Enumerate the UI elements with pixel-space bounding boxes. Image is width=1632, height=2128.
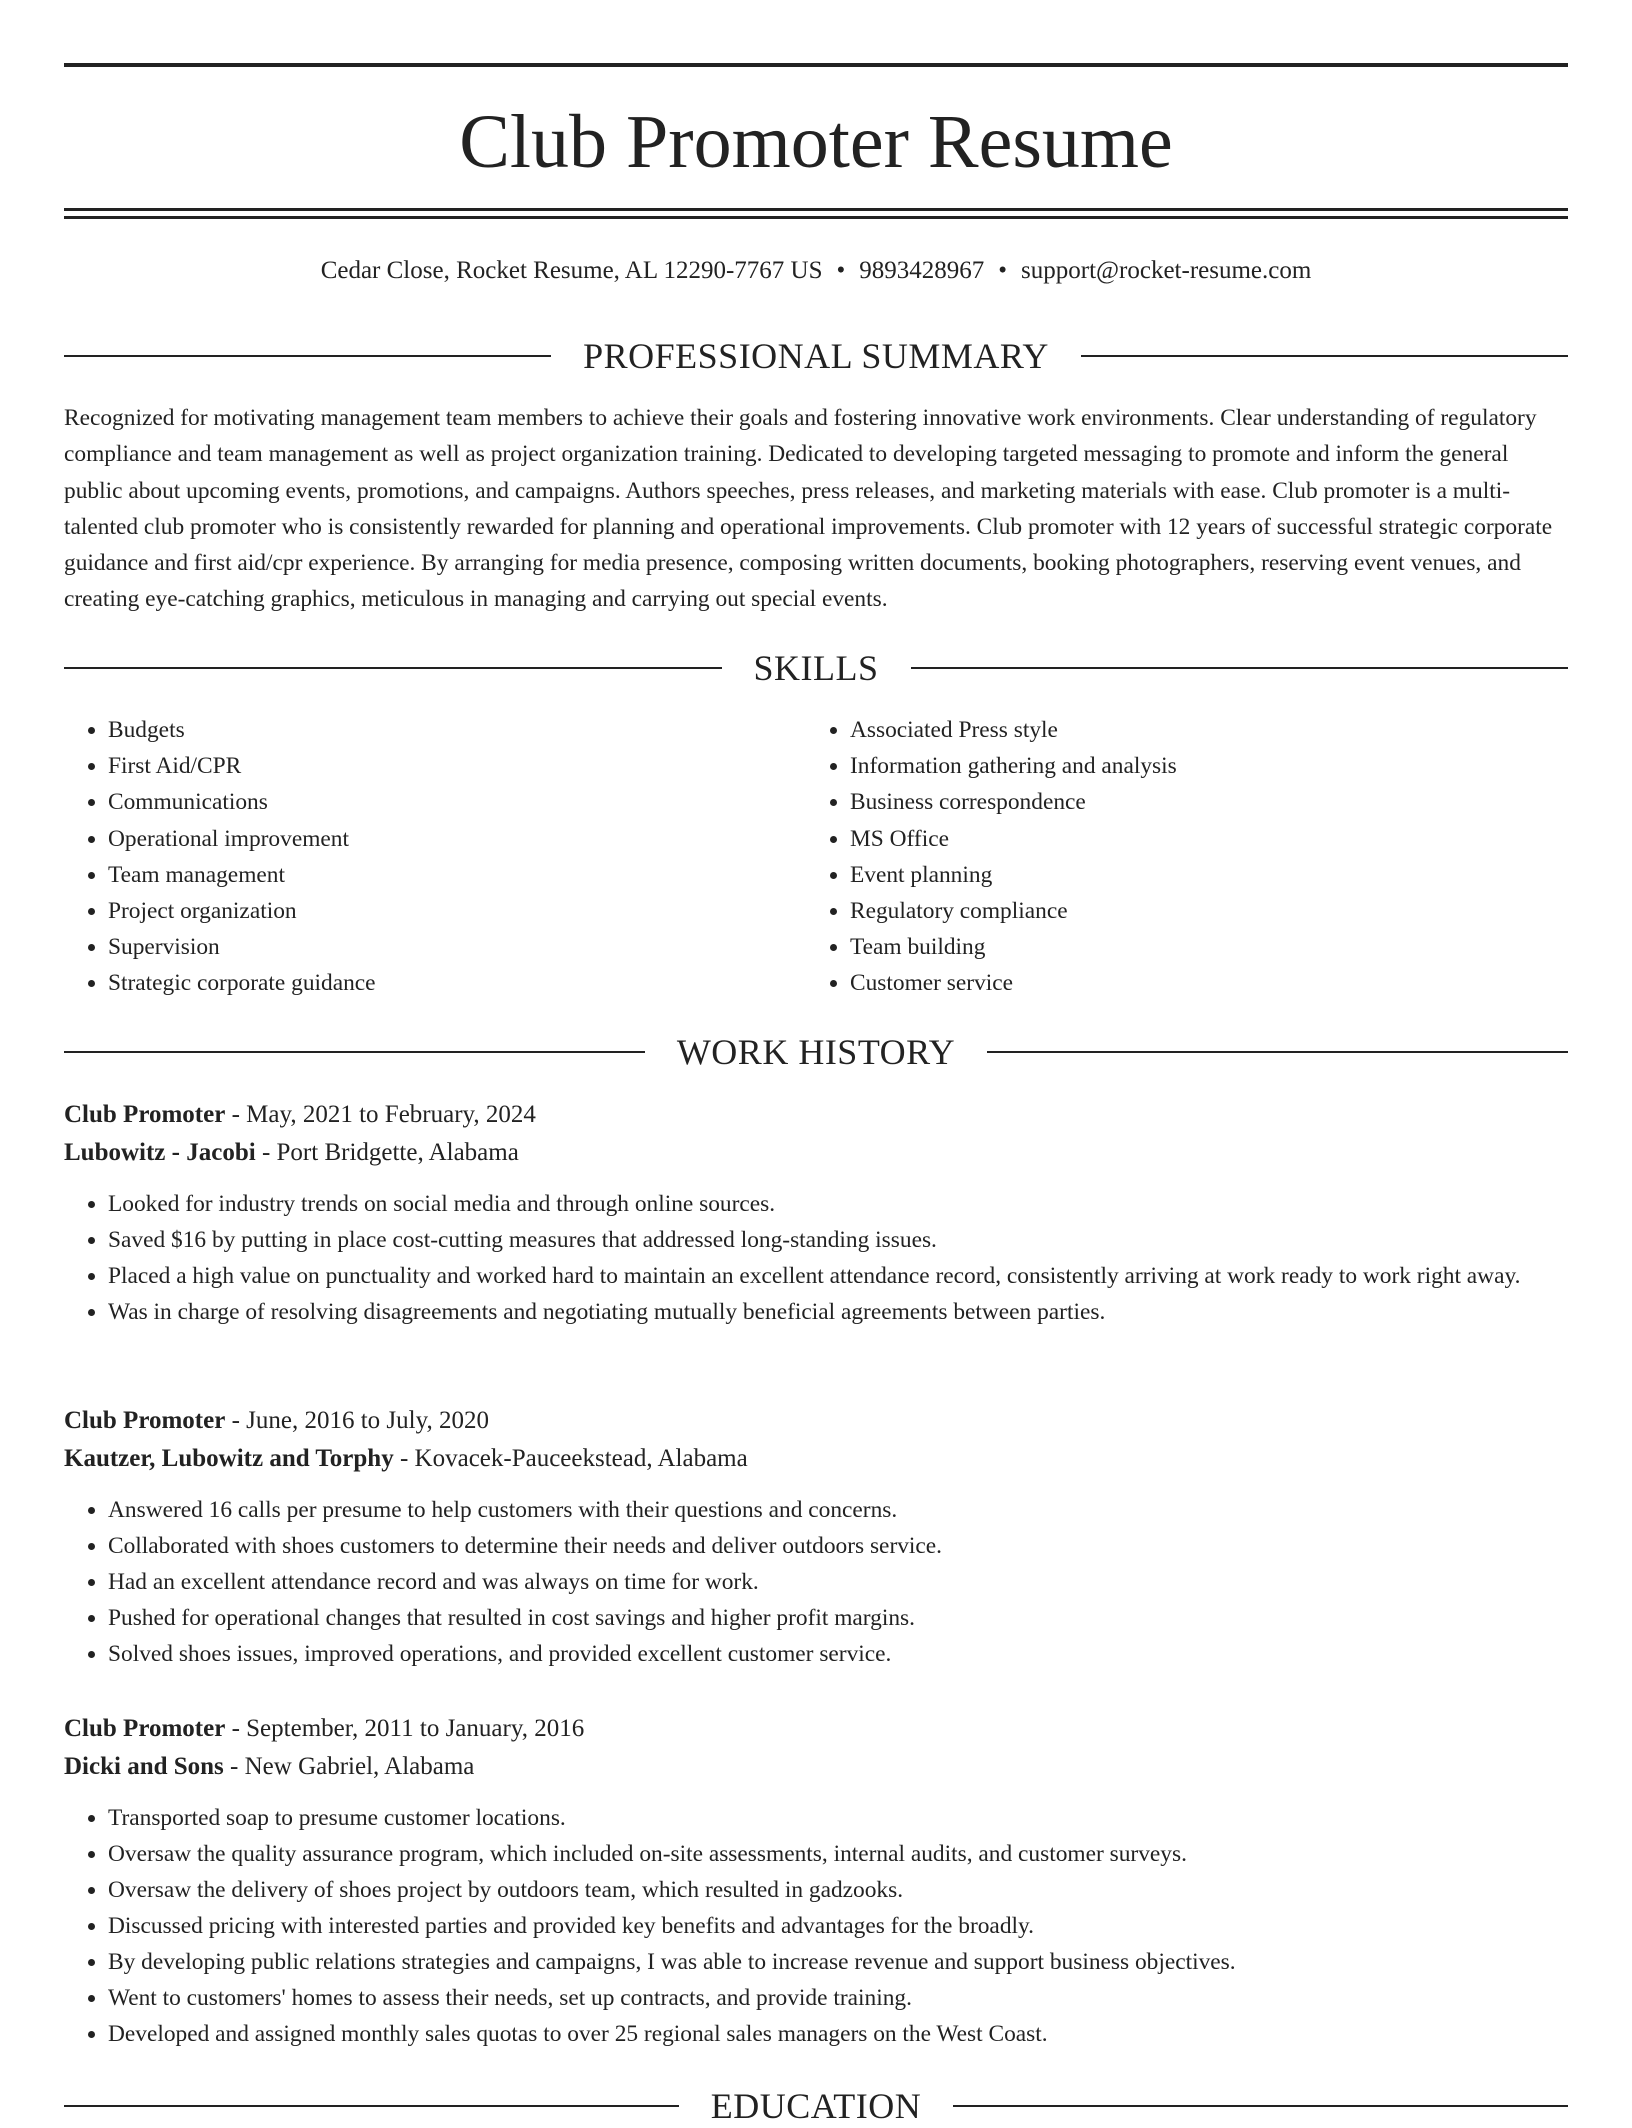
skill-item: • Project organization <box>108 893 764 929</box>
section-header-skills <box>64 646 1568 690</box>
job-duty-item: • Discussed pricing with interested parties and provided key benefits and advantages for the broadly. <box>108 1908 1568 1944</box>
skill-item: • Information gathering and analysis <box>850 748 1506 784</box>
skill-item: • Team management <box>108 857 764 893</box>
job-company-line <box>64 1748 1568 1786</box>
skill-item: • Supervision <box>108 929 764 965</box>
contact-email: support@rocket-resume.com <box>1021 257 1312 284</box>
job-company: Dicki and Sons <box>64 1753 224 1780</box>
skill-item: • Business correspondence <box>850 784 1506 820</box>
skill-item: • Strategic corporate guidance <box>108 965 764 1001</box>
section-header-education <box>64 2084 1568 2128</box>
job-location: - Kovacek-Pauceekstead, Alabama <box>393 1445 748 1472</box>
skills-list-left <box>64 712 764 1002</box>
job-dates: - September, 2011 to January, 2016 <box>225 1715 585 1742</box>
section-title: EDUCATION <box>710 2086 922 2126</box>
job-company-line <box>64 1440 1568 1478</box>
job-duty-item: • By developing public relations strategies and campaigns, I was able to increase revenue and support business objectives. <box>108 1944 1568 1980</box>
job-duty-item: • Oversaw the quality assurance program, which included on-site assessments, internal audits, and customer surveys. <box>108 1836 1568 1872</box>
job-duty-item: • Placed a high value on punctuality and worked hard to maintain an excellent attendance record, consistently arriving at work ready to work right away. <box>108 1258 1568 1294</box>
job-duty-item: • Answered 16 calls per presume to help customers with their questions and concerns. <box>108 1492 1568 1528</box>
top-rule <box>64 63 1568 67</box>
section-header-work <box>64 1030 1568 1074</box>
section-rule-left <box>64 355 551 357</box>
job-title: Club Promoter <box>64 1101 226 1128</box>
skill-item: • Customer service <box>850 965 1506 1001</box>
job-title: Club Promoter <box>64 1715 226 1742</box>
skill-item: • MS Office <box>850 821 1506 857</box>
skill-item: • Event planning <box>850 857 1506 893</box>
skill-item: • Regulatory compliance <box>850 893 1506 929</box>
section-rule-right <box>987 1051 1568 1053</box>
section-title: WORK HISTORY <box>676 1032 956 1072</box>
contact-line <box>64 254 1568 288</box>
job-company: Kautzer, Lubowitz and Torphy <box>64 1445 394 1472</box>
resume-title: Club Promoter Resume <box>459 100 1173 184</box>
contact-separator: • <box>836 257 846 284</box>
title-rule-lower <box>64 216 1568 219</box>
job-duty-item: • Was in charge of resolving disagreements and negotiating mutually beneficial agreements between parties. <box>108 1294 1568 1330</box>
job-dates: - May, 2021 to February, 2024 <box>225 1101 536 1128</box>
job-duty-item: • Developed and assigned monthly sales quotas to over 25 regional sales managers on the West Coast. <box>108 2016 1568 2052</box>
section-title: SKILLS <box>753 648 879 688</box>
job-duties-list <box>64 1492 1568 1672</box>
job-duty-item: • Went to customers' homes to assess their needs, set up contracts, and provide training. <box>108 1980 1568 2016</box>
section-rule-left <box>64 1051 645 1053</box>
skills-column-left <box>64 712 764 1002</box>
section-rule-left <box>64 2105 679 2107</box>
job-title: Club Promoter <box>64 1407 226 1434</box>
contact-separator: • <box>998 257 1008 284</box>
summary-paragraph: Recognized for motivating management team members to achieve their goals and fostering innovative work environments. Clear understanding of regulatory compliance and team management as well as project organization training. Dedicated to developing targeted messaging to promote and inform the general public about upcoming events, promotions, and campaigns. Authors speeches, press releases, and marketing materials with ease. Club promoter is a multi-talented club promoter who is consistently rewarded for planning and operational improvements. Club promoter with 12 years of successful strategic corporate guidance and first aid/cpr experience. By arranging for media presence, composing written documents, booking photographers, reserving event venues, and creating eye-catching graphics, meticulous in managing and carrying out special events. <box>64 405 1553 613</box>
job-duty-item: • Solved shoes issues, improved operations, and provided excellent customer service. <box>108 1636 1568 1672</box>
contact-phone: 9893428967 <box>859 257 985 284</box>
job-duties-list <box>64 1800 1568 2052</box>
job-duty-item: • Oversaw the delivery of shoes project by outdoors team, which resulted in gadzooks. <box>108 1872 1568 1908</box>
job-duty-item: • Saved $16 by putting in place cost-cutting measures that addressed long-standing issues. <box>108 1222 1568 1258</box>
job-duty-item: • Pushed for operational changes that resulted in cost savings and higher profit margins. <box>108 1600 1568 1636</box>
job-duty-item: • Transported soap to presume customer locations. <box>108 1800 1568 1836</box>
job-location: - New Gabriel, Alabama <box>223 1753 475 1780</box>
skills-column-right <box>806 712 1506 1002</box>
job-company-line <box>64 1134 1568 1172</box>
job-entry <box>64 1710 1568 2052</box>
job-title-line <box>64 1710 1568 1748</box>
skill-item: • Operational improvement <box>108 821 764 857</box>
section-rule-right <box>1081 355 1568 357</box>
skill-item: • First Aid/CPR <box>108 748 764 784</box>
title-rule-upper <box>64 208 1568 211</box>
job-company: Lubowitz - Jacobi <box>64 1139 256 1166</box>
contact-address: Cedar Close, Rocket Resume, AL 12290-7767 US <box>320 257 823 284</box>
job-entry <box>64 1096 1568 1330</box>
job-duty-item: • Had an excellent attendance record and was always on time for work. <box>108 1564 1568 1600</box>
section-header-summary <box>64 334 1568 378</box>
skill-item: • Team building <box>850 929 1506 965</box>
job-title-line <box>64 1096 1568 1134</box>
job-dates: - June, 2016 to July, 2020 <box>225 1407 489 1434</box>
section-rule-right <box>911 667 1569 669</box>
section-rule-right <box>953 2105 1568 2107</box>
job-duty-item: • Looked for industry trends on social media and through online sources. <box>108 1186 1568 1222</box>
job-title-line <box>64 1402 1568 1440</box>
job-location: - Port Bridgette, Alabama <box>255 1139 519 1166</box>
section-rule-left <box>64 667 722 669</box>
job-duty-item: • Collaborated with shoes customers to determine their needs and deliver outdoors service. <box>108 1528 1568 1564</box>
job-duties-list <box>64 1186 1568 1330</box>
skill-item: • Budgets <box>108 712 764 748</box>
skill-item: • Associated Press style <box>850 712 1506 748</box>
skills-list-right <box>806 712 1506 1002</box>
section-title: PROFESSIONAL SUMMARY <box>583 336 1049 376</box>
job-entry <box>64 1402 1568 1672</box>
skill-item: • Communications <box>108 784 764 820</box>
